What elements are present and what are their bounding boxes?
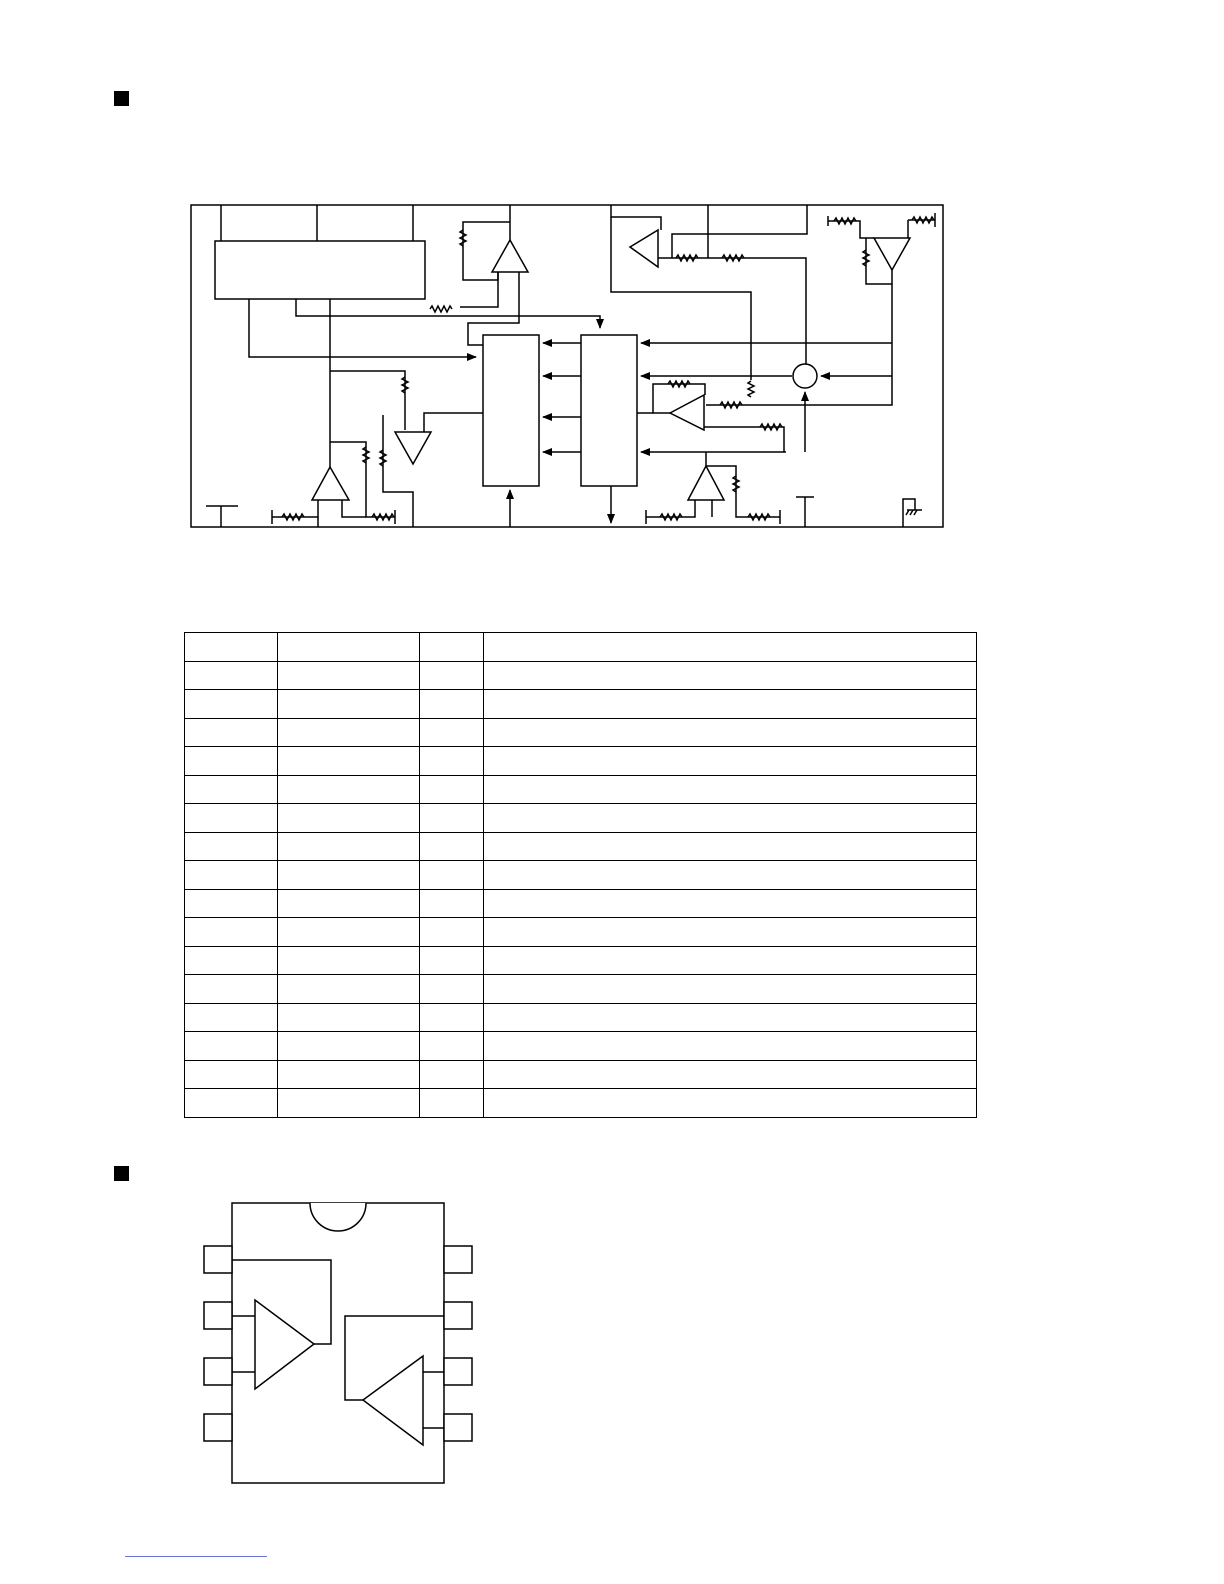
table-header-cell xyxy=(484,633,977,662)
center-block-left xyxy=(483,335,539,486)
table-cell xyxy=(185,861,278,890)
table-row xyxy=(185,747,977,776)
pin-3 xyxy=(204,1358,232,1385)
table-cell xyxy=(185,918,278,947)
table-cell xyxy=(484,1032,977,1061)
table-cell xyxy=(420,1003,484,1032)
resistor xyxy=(430,306,452,312)
center-block-right xyxy=(581,335,637,486)
table-row xyxy=(185,1060,977,1089)
table-cell xyxy=(278,832,420,861)
table-header-cell xyxy=(185,633,278,662)
table-cell xyxy=(278,718,420,747)
table-cell xyxy=(484,946,977,975)
table-row xyxy=(185,946,977,975)
summing-node xyxy=(793,364,817,388)
pin-1 xyxy=(204,1246,232,1273)
table-cell xyxy=(484,1060,977,1089)
pin-8 xyxy=(444,1246,472,1273)
table-cell xyxy=(420,690,484,719)
table-cell xyxy=(484,832,977,861)
table-cell xyxy=(420,889,484,918)
table-cell xyxy=(420,946,484,975)
section-marker-pin-connection xyxy=(114,1166,129,1181)
table-cell xyxy=(484,690,977,719)
ic-body xyxy=(232,1203,444,1483)
table-cell xyxy=(420,832,484,861)
table-cell xyxy=(484,889,977,918)
table-row xyxy=(185,832,977,861)
table-cell xyxy=(420,804,484,833)
table-row xyxy=(185,775,977,804)
table-cell xyxy=(484,747,977,776)
table-cell xyxy=(185,747,278,776)
table-cell xyxy=(278,946,420,975)
pin-description-table xyxy=(184,632,977,1118)
table-cell xyxy=(420,775,484,804)
amplifier-a xyxy=(255,1300,314,1389)
table-cell xyxy=(278,747,420,776)
table-cell xyxy=(420,861,484,890)
amplifier-left-upper xyxy=(395,432,431,464)
table-cell xyxy=(278,889,420,918)
amplifier-b xyxy=(363,1356,423,1445)
table-cell xyxy=(185,718,278,747)
amplifier-bottom-right xyxy=(688,466,724,500)
table-cell xyxy=(278,775,420,804)
resistor xyxy=(748,381,754,397)
table-cell xyxy=(484,918,977,947)
table-cell xyxy=(484,718,977,747)
table-cell xyxy=(185,946,278,975)
table-row xyxy=(185,661,977,690)
footer-link-underline[interactable] xyxy=(125,1556,267,1557)
table-row xyxy=(185,918,977,947)
block-diagram xyxy=(0,0,1224,560)
table-row xyxy=(185,975,977,1004)
table-row xyxy=(185,690,977,719)
table-cell xyxy=(484,661,977,690)
table-cell xyxy=(420,661,484,690)
table-cell xyxy=(484,1003,977,1032)
table-cell xyxy=(185,690,278,719)
pin-6 xyxy=(444,1358,472,1385)
ic-notch xyxy=(310,1203,366,1231)
table-cell xyxy=(278,1032,420,1061)
table-cell xyxy=(185,889,278,918)
table-cell xyxy=(278,804,420,833)
table-row xyxy=(185,1003,977,1032)
amplifier-top-right xyxy=(630,230,658,267)
table-cell xyxy=(420,975,484,1004)
amplifier-top xyxy=(492,240,528,272)
pin-7 xyxy=(444,1302,472,1329)
pin-2 xyxy=(204,1302,232,1329)
table-cell xyxy=(278,1089,420,1118)
table-cell xyxy=(420,747,484,776)
table-cell xyxy=(484,804,977,833)
table-cell xyxy=(278,918,420,947)
table-cell xyxy=(185,1089,278,1118)
table-cell xyxy=(185,775,278,804)
input-block xyxy=(215,241,425,299)
table-header-cell xyxy=(278,633,420,662)
table-cell xyxy=(420,918,484,947)
diagram-frame xyxy=(191,205,943,527)
amplifier-mid-right xyxy=(670,395,704,430)
table-row xyxy=(185,889,977,918)
table-cell xyxy=(420,1060,484,1089)
table-cell xyxy=(185,832,278,861)
table-cell xyxy=(278,1060,420,1089)
table-row xyxy=(185,861,977,890)
table-cell xyxy=(484,775,977,804)
table-cell xyxy=(278,1003,420,1032)
table-cell xyxy=(484,861,977,890)
table-cell xyxy=(278,690,420,719)
table-cell xyxy=(420,1032,484,1061)
table-header-cell xyxy=(420,633,484,662)
table-row xyxy=(185,1032,977,1061)
table-header-row xyxy=(185,633,977,662)
table-cell xyxy=(185,1060,278,1089)
table-cell xyxy=(185,661,278,690)
amplifier-left-lower xyxy=(312,467,349,500)
table-cell xyxy=(420,1089,484,1118)
table-cell xyxy=(185,975,278,1004)
table-cell xyxy=(484,975,977,1004)
table-cell xyxy=(185,804,278,833)
table-cell xyxy=(420,718,484,747)
table-cell xyxy=(278,661,420,690)
table-cell xyxy=(185,1032,278,1061)
table-cell xyxy=(185,1003,278,1032)
pin-5 xyxy=(444,1414,472,1441)
table-cell xyxy=(484,1089,977,1118)
amplifier-far-right xyxy=(874,238,910,270)
table-row xyxy=(185,1089,977,1118)
table-row xyxy=(185,804,977,833)
table-row xyxy=(185,718,977,747)
pin-4 xyxy=(204,1414,232,1441)
table-cell xyxy=(278,861,420,890)
table-cell xyxy=(278,975,420,1004)
